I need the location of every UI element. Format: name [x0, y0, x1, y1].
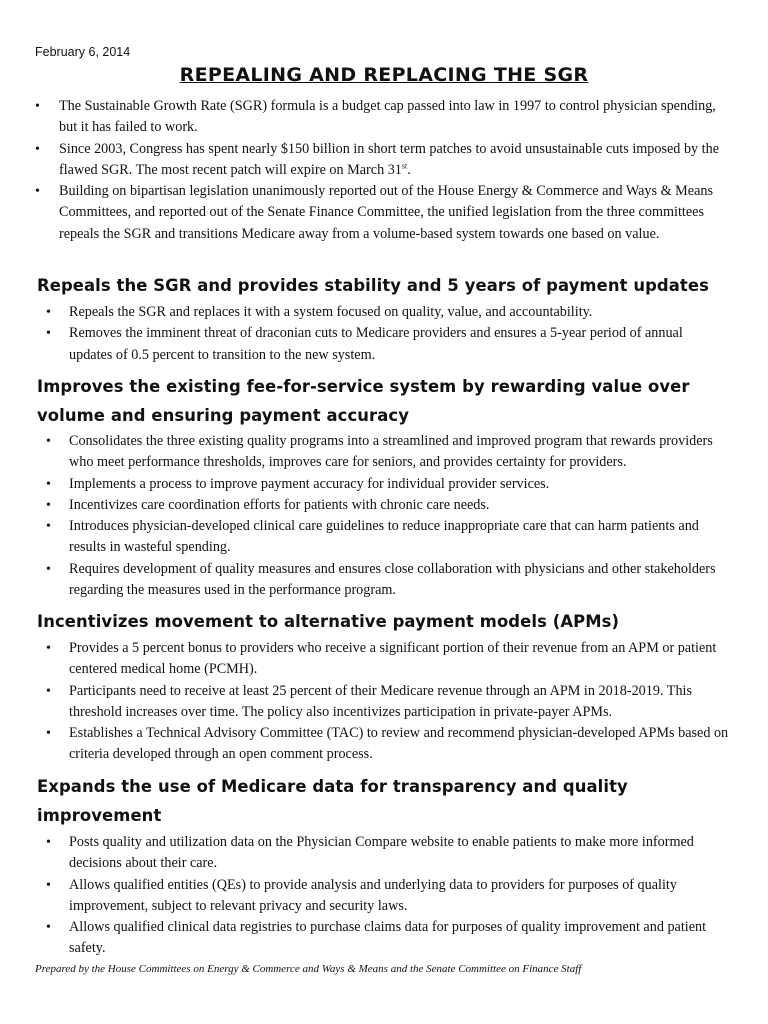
document-footer: Prepared by the House Committees on Energy & Commerce and Ways & Means and the Senate Committee on Finance Staff: [35, 963, 582, 975]
document-date: February 6, 2014: [35, 45, 131, 59]
list-item: • Consolidates the three existing quality programs into a streamlined and improved program that rewards providers who meet performance thresholds, improves care for seniors, and provides certainty for providers.: [35, 431, 735, 474]
intro-bullet-list: [35, 96, 735, 245]
section-bullet-list: [35, 431, 735, 601]
list-item: • Allows qualified clinical data registries to purchase claims data for purposes of quality improvement and patient safety.: [35, 917, 735, 960]
list-item-text: Since 2003, Congress has spent nearly $150 billion in short term patches to avoid unsustainable cuts imposed by the flawed SGR. The most recent patch will expire on March 31: [59, 140, 720, 178]
list-item: • Building on bipartisan legislation unanimously reported out of the House Energy & Commerce and Ways & Means Committees, and reported out of the Senate Finance Committee, the unified legislation from the three committees repeals the SGR and transitions Medicare away from a volume-based system towards one based on value.: [35, 181, 735, 245]
superscript: st: [401, 161, 408, 171]
section-bullet-list: [35, 302, 725, 366]
section-bullet-list: [35, 638, 735, 766]
list-item: • Allows qualified entities (QEs) to provide analysis and underlying data to providers for purposes of quality improvement, subject to relevant privacy and security laws.: [35, 875, 735, 918]
list-item: • Requires development of quality measures and ensures close collaboration with physicians and other stakeholders regarding the measures used in the performance program.: [35, 559, 735, 602]
list-item: • Posts quality and utilization data on the Physician Compare website to enable patients to make more informed decisions about their care.: [35, 832, 735, 875]
section-heading-apms: Incentivizes movement to alternative payment models (APMs): [37, 612, 620, 631]
list-item: • The Sustainable Growth Rate (SGR) formula is a budget cap passed into law in 1997 to control physician spending, but it has failed to work.: [35, 96, 735, 139]
section-bullet-list: [35, 832, 735, 960]
section-heading-repeals-sgr: Repeals the SGR and provides stability and 5 years of payment updates: [37, 276, 709, 295]
list-item: • Establishes a Technical Advisory Committee (TAC) to review and recommend physician-developed APMs based on criteria developed through an open comment process.: [35, 723, 735, 766]
list-item: • Removes the imminent threat of draconian cuts to Medicare providers and ensures a 5-year period of annual updates of 0.5 percent to transition to the new system.: [35, 323, 725, 366]
list-item: • Participants need to receive at least 25 percent of their Medicare revenue through an APM in 2018-2019. This threshold increases over time. The policy also incentivizes participation in private-payer APMs.: [35, 681, 735, 724]
list-item: • Introduces physician-developed clinical care guidelines to reduce inappropriate care that can harm patients and results in wasteful spending.: [35, 516, 735, 559]
document-title: REPEALING AND REPLACING THE SGR: [179, 64, 589, 86]
section-heading-medicare-data: Expands the use of Medicare data for transparency and quality improvement: [37, 777, 628, 825]
section-heading-fee-for-service: Improves the existing fee-for-service system by rewarding value over volume and ensuring payment accuracy: [37, 377, 690, 425]
list-item: [35, 139, 735, 182]
list-item: • Incentivizes care coordination efforts for patients with chronic care needs.: [35, 495, 735, 516]
list-item: • Provides a 5 percent bonus to providers who receive a significant portion of their revenue from an APM or patient centered medical home (PCMH).: [35, 638, 735, 681]
list-item-punctuation: .: [407, 161, 411, 178]
list-item: • Implements a process to improve payment accuracy for individual provider services.: [35, 474, 735, 495]
list-item: • Repeals the SGR and replaces it with a system focused on quality, value, and accountability.: [35, 302, 725, 323]
